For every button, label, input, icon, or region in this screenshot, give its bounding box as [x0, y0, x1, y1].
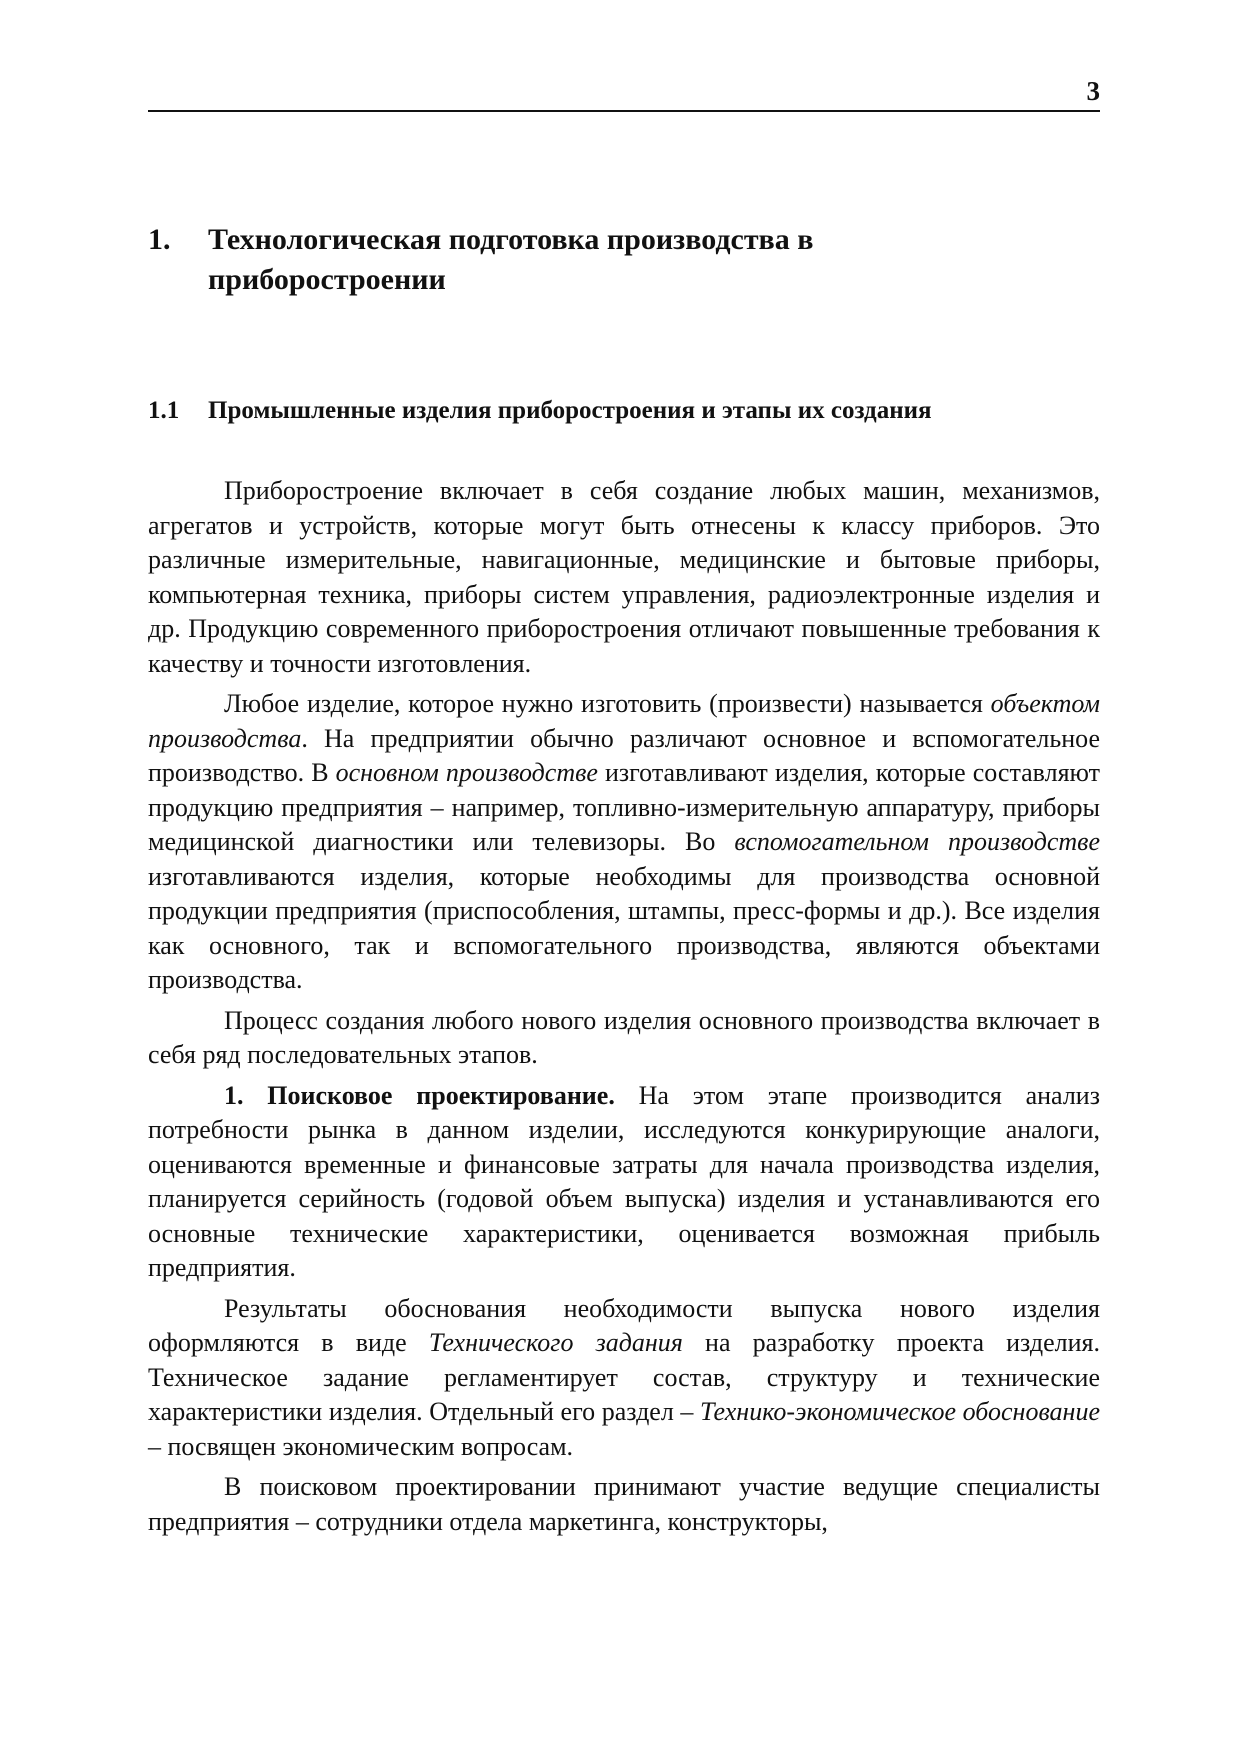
term-auxiliary-production: вспомогательном производстве	[734, 827, 1100, 856]
paragraph-5-text-1: Результаты обоснования необходимости выпуска нового изделия оформляются в виде	[148, 1293, 1100, 1357]
paragraph-3: Процесс создания любого нового изделия основного производства включает в себя ряд последовательных этапов.	[148, 1005, 1100, 1069]
paragraph-4	[148, 1079, 1100, 1286]
term-technical-assignment: Технического задания	[428, 1328, 683, 1357]
paragraph-2	[148, 687, 1100, 998]
paragraph-5-text-2: на разработку проекта изделия. Техническое задание регламентирует состав, структуру и технические характеристики изделия. Отдельный его раздел –	[148, 1328, 1100, 1426]
section-title-text: Промышленные изделия приборостроения и этапы их создания	[208, 397, 932, 424]
page-header	[148, 72, 1100, 112]
section-title	[148, 394, 1100, 428]
paragraph-2-text-1: Любое изделие, которое нужно изготовить (произвести) называется	[224, 689, 991, 718]
chapter-title	[148, 220, 948, 300]
term-feasibility-study: Технико-экономическое обоснование	[700, 1397, 1100, 1426]
paragraph-5	[148, 1292, 1100, 1465]
page-number: 3	[1086, 76, 1100, 106]
paragraph-2-text-2: . На предприятии обычно различают основное и вспомогательное производство. В	[148, 723, 1100, 787]
term-production-object: объектом производства	[148, 689, 1100, 753]
chapter-title-text: Технологическая подготовка производства в приборостроении	[208, 223, 814, 296]
stage-heading-search-design: 1. Поисковое проектирование.	[224, 1080, 615, 1110]
paragraph-1: Приборостроение включает в себя создание любых машин, механизмов, агрегатов и устройств, которые могут быть отнесены к классу приборов. Это различные измерительные, навигационные, медицинские и бытовые приборы, компьютерная техника, приборы систем управления, радиоэлектронные изделия и др. Продукцию современного приборостроения отличают повышенные требования к качеству и точности изготовления.	[148, 476, 1100, 678]
paragraph-5-text-3: – посвящен экономическим вопросам.	[148, 1431, 574, 1461]
term-main-production: основном производстве	[335, 758, 598, 787]
paragraph-2-text-4: изготавливаются изделия, которые необходимы для производства основной продукции предприятия (приспособления, штампы, пресс-формы и др.). Все изделия как основного, так и вспомогательного производства, являются объектами производства.	[148, 861, 1100, 994]
paragraph-4-text-1: На этом этапе производится анализ потребности рынка в данном изделии, исследуются конкурирующие аналоги, оцениваются временные и финансовые затраты для начала производства изделия, планируется серийность (годовой объем выпуска) изделия и устанавливаются его основные технические характеристики, оценивается возможная прибыль предприятия.	[148, 1080, 1100, 1282]
chapter-number: 1.	[148, 223, 171, 256]
paragraph-2-text-3: изготавливают изделия, которые составляют продукцию предприятия – например, топливно-измерительную аппаратуру, приборы медицинской диагностики или телевизоры. Во	[148, 758, 1100, 856]
body-text	[148, 474, 1100, 1545]
section-number: 1.1	[148, 397, 180, 424]
paragraph-6: В поисковом проектировании принимают участие ведущие специалисты предприятия – сотрудники отдела маркетинга, конструкторы,	[148, 1472, 1100, 1536]
